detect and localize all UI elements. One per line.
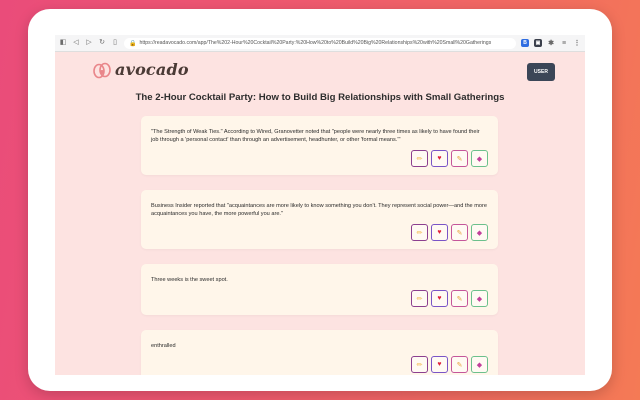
pencil-icon: ✎ xyxy=(456,155,463,163)
card-actions xyxy=(151,150,488,167)
pencil-icon: ✎ xyxy=(456,295,463,303)
highlighter-icon: ✏ xyxy=(416,295,423,303)
forward-icon[interactable]: ▷ xyxy=(86,39,92,46)
menu-icon[interactable]: ⋮ xyxy=(573,40,581,47)
playlist-icon[interactable]: ≡ xyxy=(561,39,567,47)
heart-icon: ♥ xyxy=(437,295,442,302)
sidebar-toggle-icon[interactable]: ◧ xyxy=(59,39,67,46)
tag-button[interactable] xyxy=(471,224,488,241)
highlight-card xyxy=(141,330,498,375)
pencil-icon: ✎ xyxy=(456,361,463,369)
tag-icon: ◆ xyxy=(476,361,483,369)
puzzle-icon[interactable]: ✱ xyxy=(548,40,554,47)
tag-button[interactable] xyxy=(471,356,488,373)
reload-icon[interactable]: ↻ xyxy=(99,39,105,46)
highlight-text: Three weeks is the sweet spot. xyxy=(151,277,228,283)
edit-button[interactable] xyxy=(451,356,468,373)
tag-icon: ◆ xyxy=(476,229,483,237)
logo-text: avocado xyxy=(115,60,189,79)
highlight-card xyxy=(141,264,498,315)
bookmark-icon[interactable]: ▯ xyxy=(113,39,117,46)
highlight-text: enthralled xyxy=(151,343,176,349)
card-actions xyxy=(151,290,488,307)
highlight-text: Business Insider reported that "acquaintances are more likely to know something you don't. They represent social power—and the more acquaintances you have, the more powerful you are." xyxy=(151,203,487,217)
tag-button[interactable] xyxy=(471,290,488,307)
highlights-list xyxy=(141,116,498,375)
highlight-card xyxy=(141,116,498,175)
card-actions xyxy=(151,224,488,241)
highlighter-icon: ✏ xyxy=(416,155,423,163)
highlight-card xyxy=(141,190,498,249)
card-actions xyxy=(151,356,488,373)
edit-button[interactable] xyxy=(451,290,468,307)
back-icon[interactable]: ◁ xyxy=(73,39,79,46)
browser-toolbar xyxy=(55,35,585,52)
favorite-button[interactable] xyxy=(431,290,448,307)
tag-icon: ◆ xyxy=(476,295,483,303)
lock-icon: 🔒 xyxy=(129,40,137,47)
favorite-button[interactable] xyxy=(431,150,448,167)
avocado-logo-icon xyxy=(92,61,112,79)
favorite-button[interactable] xyxy=(431,224,448,241)
page-title: The 2-Hour Cocktail Party: How to Build Big Relationships with Small Gatherings xyxy=(135,92,505,103)
highlighter-button[interactable] xyxy=(411,150,428,167)
heart-icon: ♥ xyxy=(437,155,442,162)
site-header xyxy=(55,52,585,90)
pencil-icon: ✎ xyxy=(456,229,463,237)
highlighter-button[interactable] xyxy=(411,290,428,307)
highlighter-button[interactable] xyxy=(411,356,428,373)
logo[interactable] xyxy=(92,60,189,79)
browser-window xyxy=(55,35,585,375)
edit-button[interactable] xyxy=(451,150,468,167)
tag-button[interactable] xyxy=(471,150,488,167)
highlighter-icon: ✏ xyxy=(416,229,423,237)
user-button[interactable]: USER xyxy=(527,63,555,81)
highlighter-button[interactable] xyxy=(411,224,428,241)
extension-b-icon[interactable]: B xyxy=(521,39,529,47)
highlighter-icon: ✏ xyxy=(416,361,423,369)
favorite-button[interactable] xyxy=(431,356,448,373)
address-bar[interactable] xyxy=(124,38,516,49)
device-frame xyxy=(28,9,612,391)
extension-square-icon[interactable]: ▣ xyxy=(535,40,541,46)
heart-icon: ♥ xyxy=(437,229,442,236)
heart-icon: ♥ xyxy=(437,361,442,368)
edit-button[interactable] xyxy=(451,224,468,241)
url-text: https://readavocado.com/app/The%202-Hour%20Cocktail%20Party:%20How%20to%20Build%20Big%20Relationships%20with%20Small%20Gatherings xyxy=(139,40,492,46)
tag-icon: ◆ xyxy=(476,155,483,163)
highlight-text: "The Strength of Weak Ties." According to Wired, Granovetter noted that "people were nearly three times as likely to have found their job through a 'personal contact' than through an advertisement, headhunter, or other 'formal means.'" xyxy=(151,129,480,143)
